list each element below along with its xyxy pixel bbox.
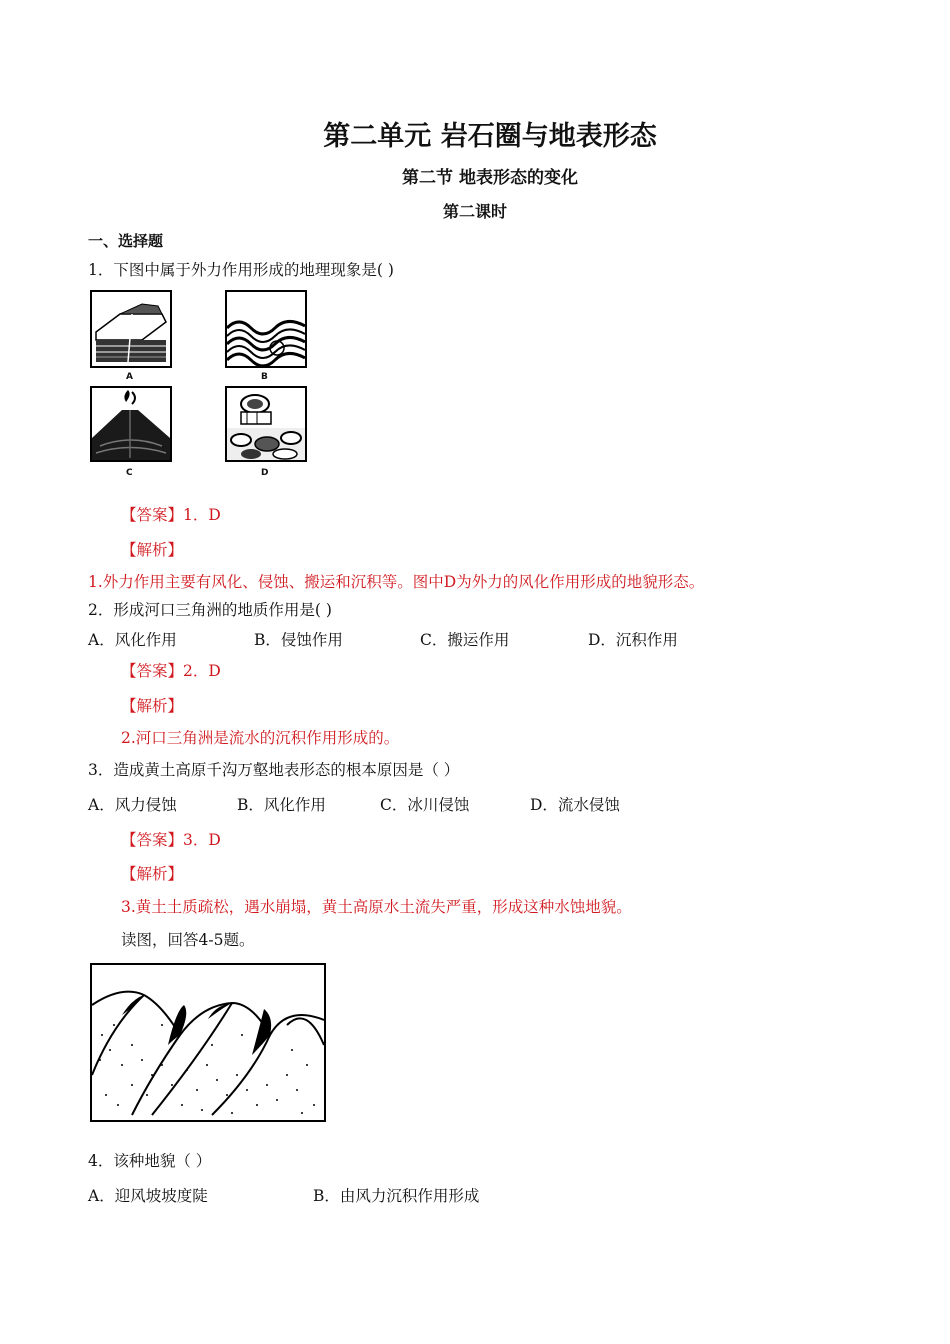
document-title: 第二单元 岩石圈与地表形态 bbox=[323, 121, 657, 152]
question-3-answer: 【答案】3．D bbox=[121, 831, 221, 849]
weathered-rock-drawing bbox=[227, 388, 305, 460]
question-3-option-a: A．风力侵蚀 bbox=[88, 796, 177, 814]
section-title: 第二节 地表形态的变化 bbox=[402, 168, 578, 188]
question-3-option-b: B．风化作用 bbox=[237, 796, 326, 814]
figure-1b-folds bbox=[225, 290, 307, 368]
figure-1b-label: B bbox=[261, 372, 268, 382]
question-4-stem: 4．该种地貌（ ） bbox=[88, 1152, 212, 1170]
fault-block-drawing bbox=[92, 292, 170, 366]
figure-dunes bbox=[90, 963, 326, 1122]
figure-1d-label: D bbox=[261, 468, 269, 478]
lesson-title: 第二课时 bbox=[442, 202, 507, 221]
figure-1c-volcano bbox=[90, 386, 172, 462]
question-1-analysis: 1.外力作用主要有风化、侵蚀、搬运和沉积等。图中D为外力的风化作用形成的地貌形态。 bbox=[88, 573, 705, 591]
question-1-answer: 【答案】1．D bbox=[121, 506, 221, 524]
question-3-stem: 3．造成黄土高原千沟万壑地表形态的根本原因是（ ） bbox=[88, 761, 460, 779]
crescent-dunes-drawing bbox=[92, 965, 324, 1120]
folded-strata-drawing bbox=[227, 292, 305, 366]
question-2-answer: 【答案】2．D bbox=[121, 662, 221, 680]
questions-4-5-intro: 读图，回答4-5题。 bbox=[121, 931, 255, 949]
question-1-analysis-label: 【解析】 bbox=[121, 541, 184, 559]
question-2-option-d: D．沉积作用 bbox=[588, 631, 678, 649]
question-2-analysis: 2.河口三角洲是流水的沉积作用形成的。 bbox=[121, 729, 400, 747]
figure-1c-label: C bbox=[126, 468, 133, 478]
question-1-stem: 1．下图中属于外力作用形成的地理现象是( ) bbox=[88, 261, 394, 279]
question-2-option-c: C．搬运作用 bbox=[420, 631, 510, 649]
question-2-analysis-label: 【解析】 bbox=[121, 697, 184, 715]
question-2-option-a: A．风化作用 bbox=[88, 631, 177, 649]
question-3-analysis: 3.黄土土质疏松，遇水崩塌，黄土高原水土流失严重，形成这种水蚀地貌。 bbox=[121, 898, 632, 916]
question-3-option-c: C．冰川侵蚀 bbox=[380, 796, 470, 814]
question-2-stem: 2．形成河口三角洲的地质作用是( ) bbox=[88, 601, 332, 619]
question-3-option-d: D．流水侵蚀 bbox=[530, 796, 620, 814]
figure-1a-label: A bbox=[126, 372, 133, 382]
volcano-drawing bbox=[92, 388, 170, 460]
figure-1a-fault-block bbox=[90, 290, 172, 368]
figure-1d-weathered-rock bbox=[225, 386, 307, 462]
question-4-option-b: B．由风力沉积作用形成 bbox=[313, 1187, 480, 1205]
question-2-option-b: B．侵蚀作用 bbox=[254, 631, 343, 649]
part-heading: 一、选择题 bbox=[88, 232, 164, 250]
question-4-option-a: A．迎风坡坡度陡 bbox=[88, 1187, 208, 1205]
question-3-analysis-label: 【解析】 bbox=[121, 865, 184, 883]
